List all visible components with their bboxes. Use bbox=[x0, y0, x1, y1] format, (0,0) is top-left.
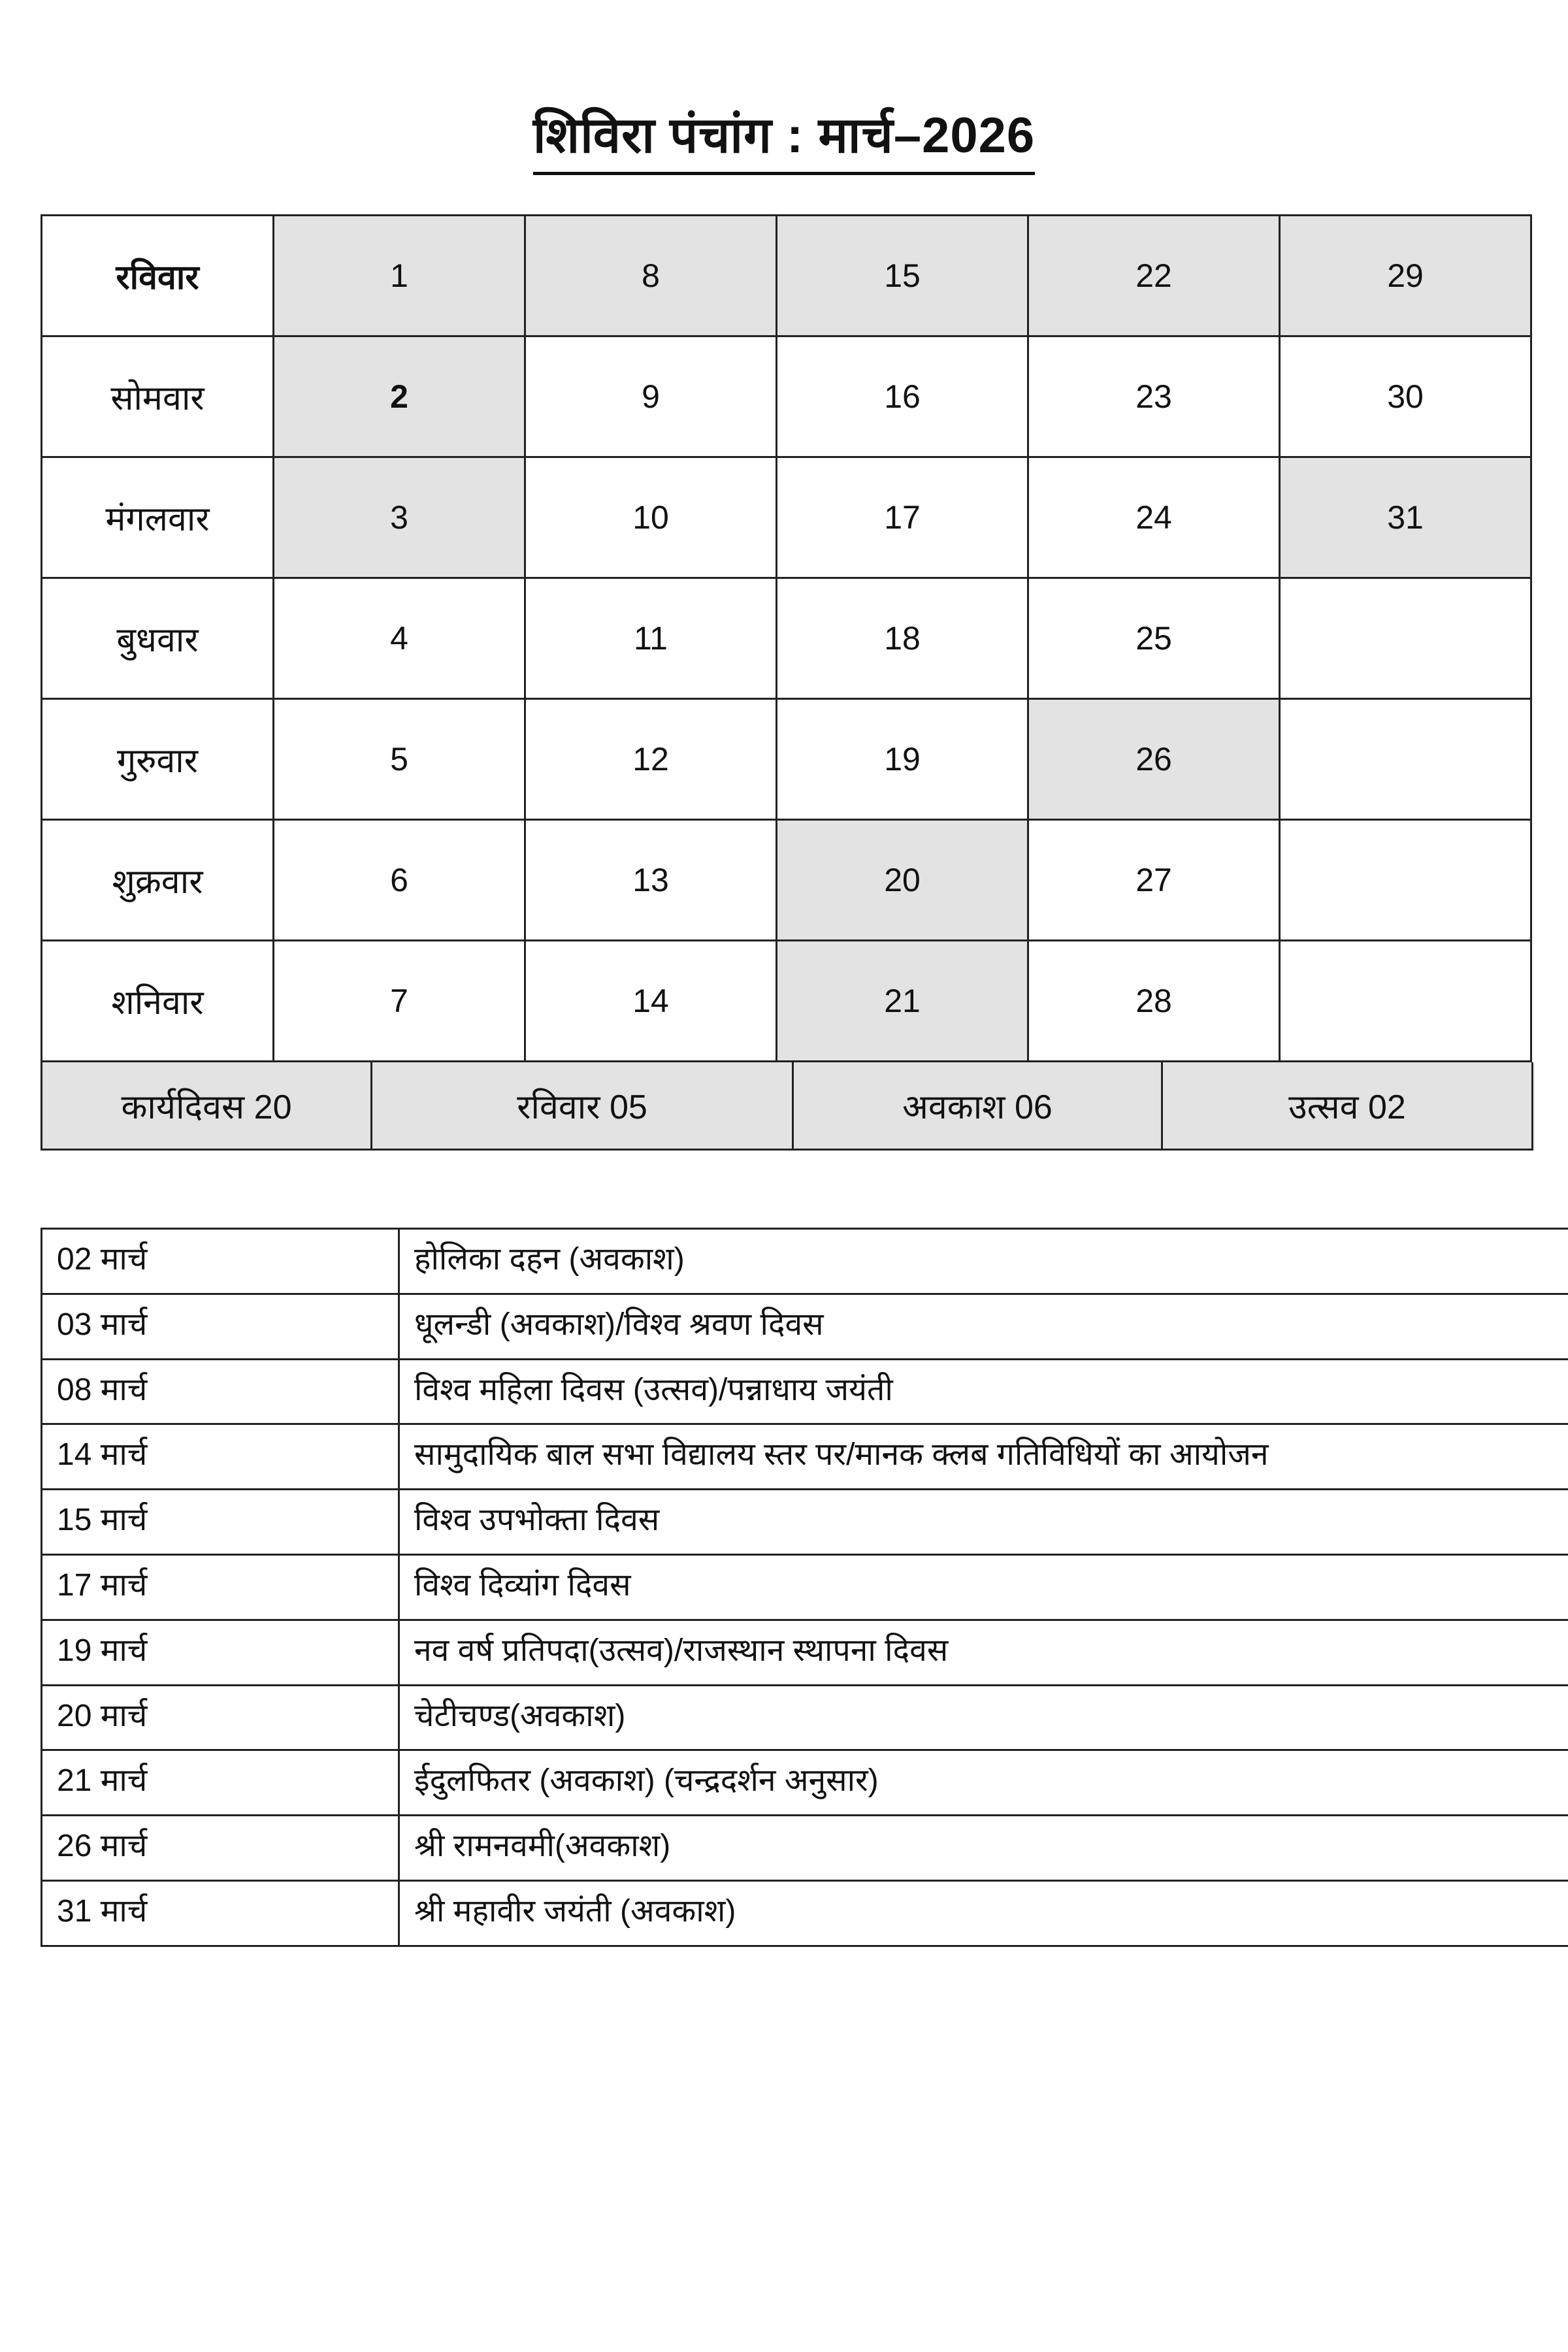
calendar-table bbox=[41, 214, 1532, 1062]
calendar-row bbox=[42, 699, 1531, 820]
event-date: 03 मार्च bbox=[42, 1294, 399, 1359]
calendar-date-cell: 26 bbox=[1028, 699, 1280, 820]
calendar-date-cell: 16 bbox=[777, 336, 1028, 457]
event-description: ईदुलफितर (अवकाश) (चन्द्रदर्शन अनुसार) bbox=[399, 1750, 1568, 1816]
event-row bbox=[42, 1750, 1568, 1816]
event-description: नव वर्ष प्रतिपदा(उत्सव)/राजस्थान स्थापना दिवस bbox=[399, 1620, 1568, 1685]
calendar-date-cell: 31 bbox=[1280, 457, 1531, 578]
calendar-date-cell: 18 bbox=[777, 578, 1028, 699]
calendar-date-cell: 27 bbox=[1028, 820, 1280, 941]
event-row bbox=[42, 1490, 1568, 1555]
calendar-row bbox=[42, 578, 1531, 699]
summary-row bbox=[42, 1062, 1533, 1150]
weekday-label: सोमवार bbox=[42, 336, 274, 457]
calendar-row bbox=[42, 457, 1531, 578]
calendar-date-cell: 2 bbox=[274, 336, 525, 457]
calendar-date-cell: 11 bbox=[525, 578, 777, 699]
event-date: 15 मार्च bbox=[42, 1490, 399, 1555]
event-description: श्री रामनवमी(अवकाश) bbox=[399, 1816, 1568, 1881]
event-date: 31 मार्च bbox=[42, 1880, 399, 1946]
event-row bbox=[42, 1294, 1568, 1359]
calendar-date-cell: 24 bbox=[1028, 457, 1280, 578]
event-date: 20 मार्च bbox=[42, 1685, 399, 1750]
page-title-wrap bbox=[41, 0, 1527, 214]
event-description: सामुदायिक बाल सभा विद्यालय स्तर पर/मानक क्लब गतिविधियों का आयोजन bbox=[399, 1424, 1568, 1490]
calendar-body bbox=[42, 216, 1531, 1062]
calendar-date-cell: 21 bbox=[777, 941, 1028, 1062]
calendar-date-cell: 19 bbox=[777, 699, 1028, 820]
calendar-date-cell: 29 bbox=[1280, 216, 1531, 336]
event-date: 08 मार्च bbox=[42, 1359, 399, 1424]
weekday-label: गुरुवार bbox=[42, 699, 274, 820]
event-description: श्री महावीर जयंती (अवकाश) bbox=[399, 1880, 1568, 1946]
calendar-date-cell: 17 bbox=[777, 457, 1028, 578]
calendar-date-cell: 3 bbox=[274, 457, 525, 578]
event-row bbox=[42, 1359, 1568, 1424]
calendar-row bbox=[42, 336, 1531, 457]
calendar-cell-empty bbox=[1280, 941, 1531, 1062]
event-row bbox=[42, 1816, 1568, 1881]
calendar-date-cell: 8 bbox=[525, 216, 777, 336]
event-description: होलिका दहन (अवकाश) bbox=[399, 1229, 1568, 1294]
event-row bbox=[42, 1880, 1568, 1946]
event-date: 21 मार्च bbox=[42, 1750, 399, 1816]
calendar-date-cell: 20 bbox=[777, 820, 1028, 941]
calendar-date-cell: 10 bbox=[525, 457, 777, 578]
event-date: 17 मार्च bbox=[42, 1554, 399, 1620]
calendar-date-cell: 12 bbox=[525, 699, 777, 820]
events-table bbox=[41, 1228, 1568, 1947]
calendar-date-cell: 23 bbox=[1028, 336, 1280, 457]
calendar-date-cell: 28 bbox=[1028, 941, 1280, 1062]
event-description: चेटीचण्ड(अवकाश) bbox=[399, 1685, 1568, 1750]
calendar-row bbox=[42, 941, 1531, 1062]
event-description: धूलन्डी (अवकाश)/विश्व श्रवण दिवस bbox=[399, 1294, 1568, 1359]
event-date: 02 मार्च bbox=[42, 1229, 399, 1294]
summary-holidays: अवकाश 06 bbox=[793, 1062, 1162, 1150]
calendar-row bbox=[42, 216, 1531, 336]
calendar-row bbox=[42, 820, 1531, 941]
calendar-summary-table bbox=[41, 1062, 1533, 1151]
event-date: 26 मार्च bbox=[42, 1816, 399, 1881]
event-row bbox=[42, 1554, 1568, 1620]
event-description: विश्व महिला दिवस (उत्सव)/पन्नाधाय जयंती bbox=[399, 1359, 1568, 1424]
calendar-date-cell: 14 bbox=[525, 941, 777, 1062]
summary-sundays: रविवार 05 bbox=[372, 1062, 793, 1150]
event-row bbox=[42, 1620, 1568, 1685]
calendar-date-cell: 6 bbox=[274, 820, 525, 941]
event-row bbox=[42, 1424, 1568, 1490]
summary-working-days: कार्यदिवस 20 bbox=[42, 1062, 372, 1150]
calendar-date-cell: 15 bbox=[777, 216, 1028, 336]
event-row bbox=[42, 1685, 1568, 1750]
calendar-cell-empty bbox=[1280, 578, 1531, 699]
calendar-date-cell: 25 bbox=[1028, 578, 1280, 699]
event-row bbox=[42, 1229, 1568, 1294]
calendar-date-cell: 22 bbox=[1028, 216, 1280, 336]
calendar-date-cell: 9 bbox=[525, 336, 777, 457]
calendar-cell-empty bbox=[1280, 820, 1531, 941]
calendar-date-cell: 5 bbox=[274, 699, 525, 820]
calendar-cell-empty bbox=[1280, 699, 1531, 820]
calendar-date-cell: 30 bbox=[1280, 336, 1531, 457]
calendar-date-cell: 1 bbox=[274, 216, 525, 336]
event-date: 14 मार्च bbox=[42, 1424, 399, 1490]
events-body bbox=[42, 1229, 1568, 1946]
page-title: शिविरा पंचांग : मार्च–2026 bbox=[533, 105, 1035, 175]
calendar-date-cell: 7 bbox=[274, 941, 525, 1062]
calendar-date-cell: 13 bbox=[525, 820, 777, 941]
event-date: 19 मार्च bbox=[42, 1620, 399, 1685]
weekday-label: रविवार bbox=[42, 216, 274, 336]
calendar-date-cell: 4 bbox=[274, 578, 525, 699]
summary-festivals: उत्सव 02 bbox=[1162, 1062, 1533, 1150]
event-description: विश्व दिव्यांग दिवस bbox=[399, 1554, 1568, 1620]
weekday-label: शनिवार bbox=[42, 941, 274, 1062]
weekday-label: बुधवार bbox=[42, 578, 274, 699]
weekday-label: मंगलवार bbox=[42, 457, 274, 578]
event-description: विश्व उपभोक्ता दिवस bbox=[399, 1490, 1568, 1555]
weekday-label: शुक्रवार bbox=[42, 820, 274, 941]
